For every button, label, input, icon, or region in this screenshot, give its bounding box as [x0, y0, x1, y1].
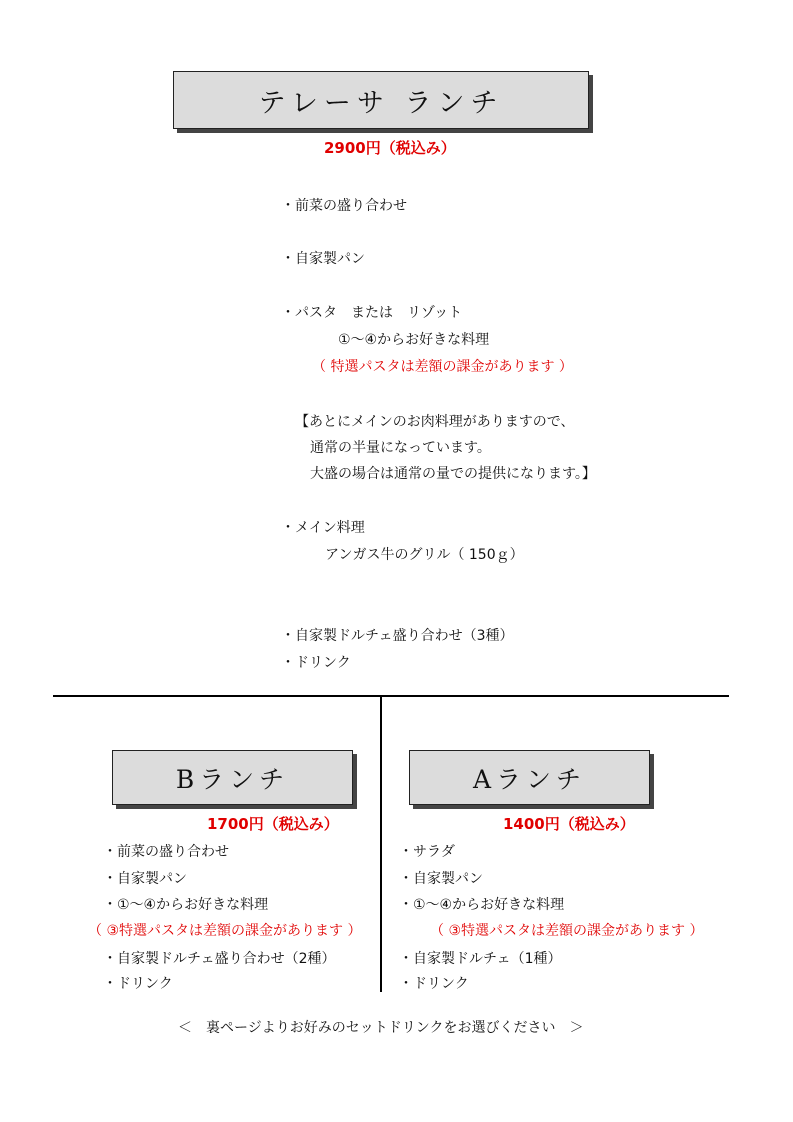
teresa-dolce: ・自家製ドルチェ盛り合わせ（3種）: [281, 628, 514, 644]
b-lunch-item: ・ドリンク: [103, 976, 173, 992]
a-lunch-title: Aランチ: [472, 764, 587, 794]
a-lunch-title-box: [409, 750, 650, 805]
vertical-divider: [380, 696, 382, 992]
b-lunch-pasta-note: （ ③特選パスタは差額の課金があります ）: [88, 923, 362, 939]
teresa-title-box: [173, 71, 589, 129]
teresa-title: テレーサ ランチ: [258, 87, 504, 119]
teresa-pasta-choice: ①～④からお好きな料理: [338, 332, 490, 348]
footer-note: ＜ 裏ページよりお好みのセットドリンクをお選びください ＞: [178, 1020, 584, 1036]
teresa-bread: ・自家製パン: [281, 251, 365, 267]
a-lunch-item: ・サラダ: [399, 844, 455, 860]
b-lunch-title: Bランチ: [175, 764, 290, 794]
teresa-note-line2: 通常の半量になっています。: [310, 440, 491, 456]
teresa-starter: ・前菜の盛り合わせ: [281, 198, 407, 214]
teresa-pasta: ・パスタ または リゾット: [281, 305, 463, 321]
teresa-price: 2900円（税込み）: [324, 139, 456, 157]
teresa-main-detail: アンガス牛のグリル（ 150ｇ）: [325, 547, 524, 563]
teresa-note-line3: 大盛の場合は通常の量での提供になります。】: [310, 466, 596, 482]
teresa-drink: ・ドリンク: [281, 655, 351, 671]
b-lunch-item: ・前菜の盛り合わせ: [103, 844, 229, 860]
a-lunch-item: ・自家製ドルチェ（1種）: [399, 951, 562, 967]
b-lunch-title-box: [112, 750, 353, 805]
a-lunch-price: 1400円（税込み）: [503, 815, 635, 833]
b-lunch-item: ・①～④からお好きな料理: [103, 897, 269, 913]
a-lunch-item: ・自家製パン: [399, 871, 483, 887]
b-lunch-item: ・自家製パン: [103, 871, 187, 887]
teresa-note-line1: 【あとにメインのお肉料理がありますので、: [295, 414, 575, 430]
a-lunch-pasta-note: （ ③特選パスタは差額の課金があります ）: [430, 923, 704, 939]
a-lunch-item: ・ドリンク: [399, 976, 469, 992]
b-lunch-price: 1700円（税込み）: [207, 815, 339, 833]
teresa-main: ・メイン料理: [281, 520, 365, 536]
b-lunch-item: ・自家製ドルチェ盛り合わせ（2種）: [103, 951, 336, 967]
teresa-pasta-note: （ 特選パスタは差額の課金があります ）: [312, 359, 573, 375]
horizontal-divider: [53, 695, 729, 697]
a-lunch-item: ・①～④からお好きな料理: [399, 897, 565, 913]
